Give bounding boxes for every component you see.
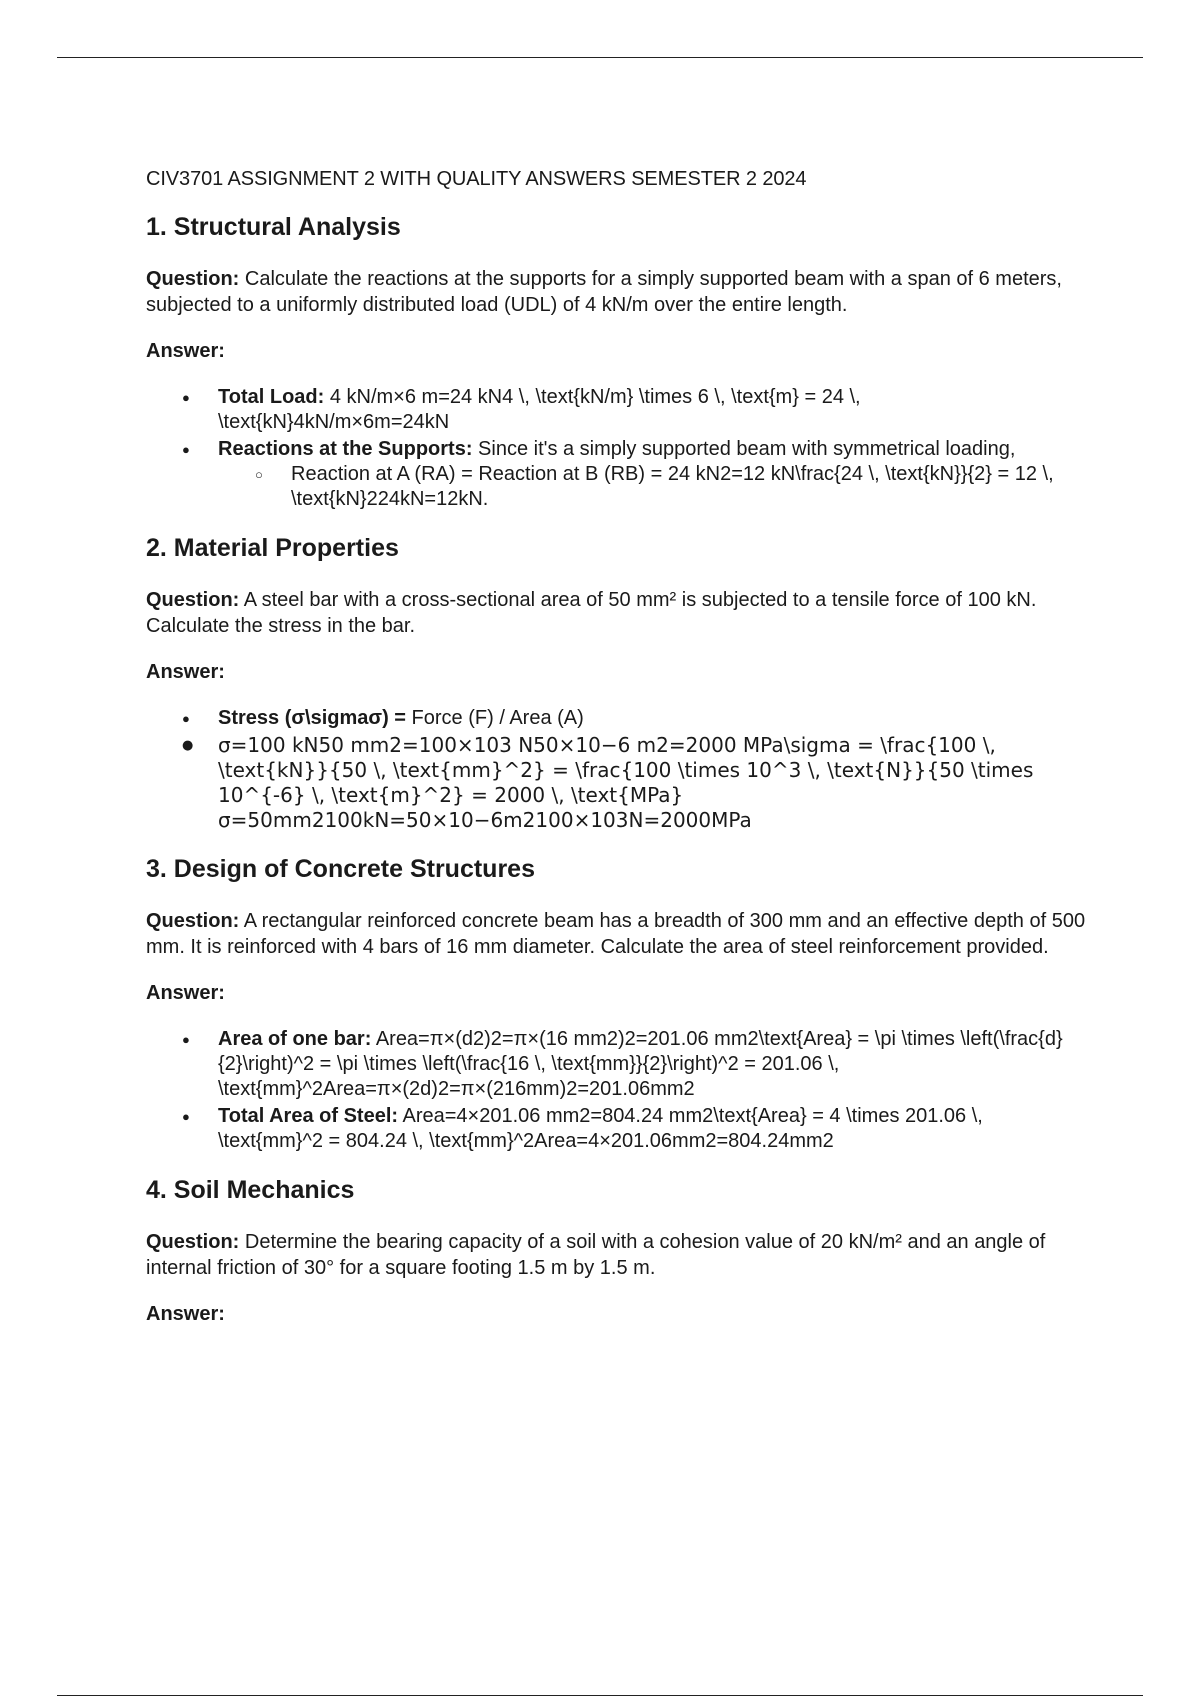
question-label: Question: <box>146 268 240 290</box>
question-label: Question: <box>146 910 240 932</box>
bullet-label: Reactions at the Supports: <box>218 438 473 460</box>
answer-list <box>146 1027 1086 1154</box>
list-item <box>218 385 1086 435</box>
bullet-text: Since it's a simply supported beam with symmetrical loading, <box>472 438 1016 460</box>
section-heading: 4. Soil Mechanics <box>146 1176 355 1204</box>
section-heading: 3. Design of Concrete Structures <box>146 855 535 883</box>
question-text: Calculate the reactions at the supports for a simply supported beam with a span of 6 meters, subjected to a uniformly distributed load (UDL) of 4 kN/m over the entire length. <box>146 268 1062 316</box>
list-item-formula <box>218 733 1086 833</box>
bullet-label: Total Load: <box>218 386 325 408</box>
answer-label: Answer: <box>146 661 225 683</box>
bullet-text: 4 kN/m×6 m=24 kN4 \, \text{kN/m} \times 6 \, \text{m} = 24 \, \text{kN}4kN/m×6m=24kN <box>218 386 861 433</box>
bullet-label: Area of one bar: <box>218 1028 372 1050</box>
list-item <box>218 1027 1086 1102</box>
document-title: CIV3701 ASSIGNMENT 2 WITH QUALITY ANSWERS SEMESTER 2 2024 <box>146 168 807 190</box>
bullet-label: Stress (σ\sigmaσ) = <box>218 707 406 729</box>
question-text: A rectangular reinforced concrete beam has a breadth of 300 mm and an effective depth of 500 mm. It is reinforced with 4 bars of 16 mm diameter. Calculate the area of steel reinforcement provided. <box>146 910 1086 958</box>
question-paragraph <box>146 587 1086 639</box>
answer-label: Answer: <box>146 982 225 1004</box>
section-soil-mechanics <box>146 1176 1086 1326</box>
question-paragraph <box>146 266 1086 318</box>
bullet-text: Force (F) / Area (A) <box>406 707 584 729</box>
question-text: A steel bar with a cross-sectional area of 50 mm² is subjected to a tensile force of 100 kN. Calculate the stress in the bar. <box>146 589 1037 637</box>
answer-label: Answer: <box>146 340 225 362</box>
sub-list <box>218 462 1086 512</box>
section-material-properties <box>146 534 1086 833</box>
answer-label: Answer: <box>146 1303 225 1325</box>
answer-list <box>146 385 1086 512</box>
question-label: Question: <box>146 589 240 611</box>
bullet-text: Area=4×201.06 mm2=804.24 mm2\text{Area} = 4 \times 201.06 \, \text{mm}^2 = 804.24 \, \text{mm}^2Area=4×201.06mm2=804.24mm2 <box>218 1105 983 1152</box>
section-concrete-structures <box>146 855 1086 1154</box>
list-item <box>218 706 1086 731</box>
bullet-label: Total Area of Steel: <box>218 1105 399 1127</box>
question-paragraph <box>146 1229 1086 1281</box>
answer-list <box>146 706 1086 833</box>
bullet-text: Area=π×(d2)2=π×(16 mm2)2=201.06 mm2\text{Area} = \pi \times \left(\frac{d}{2}\right)^2 = \pi \times \left(\frac{16 \, \text{mm}}{2}\right)^2 = 201.06 \, \text{mm}^2Area=π×(2d)2=π×(216mm)2=201.06mm2 <box>218 1028 1063 1100</box>
document-body <box>146 168 1086 1348</box>
bottom-rule <box>57 1695 1143 1696</box>
list-item <box>218 1104 1086 1154</box>
section-heading: 1. Structural Analysis <box>146 213 401 241</box>
top-rule <box>57 57 1143 58</box>
formula-text: σ=100 kN50 mm2=100×103 N50×10−6 m2=2000 MPa\sigma = \frac{100 \, \text{kN}}{50 \, \text{mm}^2} = \frac{100 \times 10^3 \, \text{N}}{50 \times 10^{-6} \, \text{m}^2} = 2000 \, \text{MPa}σ=50mm2100kN=50×10−6m2100×103N=2000MPa <box>218 733 1034 832</box>
section-structural-analysis <box>146 213 1086 512</box>
question-label: Question: <box>146 1231 240 1253</box>
question-text: Determine the bearing capacity of a soil with a cohesion value of 20 kN/m² and an angle of internal friction of 30° for a square footing 1.5 m by 1.5 m. <box>146 1231 1046 1279</box>
section-heading: 2. Material Properties <box>146 534 399 562</box>
question-paragraph <box>146 908 1086 960</box>
list-item <box>218 437 1086 512</box>
sub-list-item: ○ Reaction at A (RA) = Reaction at B (RB) = 24 kN2=12 kN\frac{24 \, \text{kN}}{2} = 12 \, \text{kN}224kN=12kN. <box>291 462 1086 512</box>
